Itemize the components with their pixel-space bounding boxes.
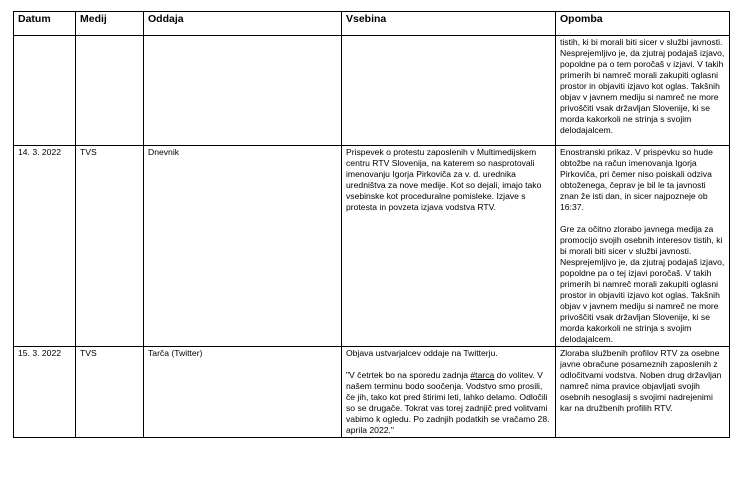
table-row: [14, 146, 730, 347]
cell-date: [14, 36, 76, 146]
header-date: Datum: [14, 12, 76, 36]
cell-note: [556, 146, 730, 347]
cell-date: 14. 3. 2022: [14, 146, 76, 347]
cell-content: [342, 36, 556, 146]
cell-content: [342, 347, 556, 438]
cell-show: Dnevnik: [144, 146, 342, 347]
cell-medium: [76, 36, 144, 146]
header-note: Opomba: [556, 12, 730, 36]
cell-medium: TVS: [76, 347, 144, 438]
content-quote-end: do volitev. V našem terminu bodo soočenja. Vodstvo smo prosili, če jih, tako kot pred štirimi leti, lahko delamo. Odločili so se drugače. Tokrat vas torej zadnjič pred volitvami vabimo k ogledu. Po zadnjih podatkih se vračamo 28. aprila 2022.": [346, 370, 550, 435]
header-medium: Medij: [76, 12, 144, 36]
note-text: tistih, ki bi morali biti sicer v službi javnosti. Nesprejemljivo je, da zjutraj podajaš izjavo, popoldne pa o tem poročaš v izjavi. V takih primerih bi namreč morali zakupiti oglasni prostor in objaviti izjavo kot oglas. Takšnih objav v javnem mediju si namreč ne more privoščiti vsak državljan Slovenije, ki se morda kakorkoli ne strinja s svojim delodajalcem.: [560, 37, 727, 135]
header-show: Oddaja: [144, 12, 342, 36]
header-row: [14, 12, 730, 36]
report-table: [13, 11, 730, 438]
cell-content: [342, 146, 556, 347]
hashtag-link[interactable]: #tarca: [470, 370, 495, 380]
header-content: Vsebina: [342, 12, 556, 36]
note-text: Enostranski prikaz. V prispevku so hude obtožbe na račun imenovanja Igorja Pirkoviča, pri čemer niso poiskali odziva obtoženega, čeprav je bil le ta javnosti znan že isti dan, in sicer najpozneje ob 16:37. Gre za očitno zlorabo javnega medija za promocijo svojih osebnih interesov tistih, ki bi morali biti sicer v službi javnosti. Nesprejemljivo je, da zjutraj podajaš izjavo, popoldne pa o tej izjavi poročaš. V takih primerih bi namreč morali zakupiti oglasni prostor in objaviti izjavo kot oglas. Takšnih objav v javnem mediju si namreč ne more privoščiti vsak državljan Slovenije, ki se morda kakorkoli ne strinja s svojim delodajalcem.: [560, 147, 725, 344]
table-row: [14, 36, 730, 146]
note-text: Zloraba službenih profilov RTV za osebne javne obračune posameznih zaposlenih z odločitvami vodstva. Noben drug državljan namreč nima pravice objavljati svojih osebnih nesoglasij s svojimi nadrejenimi kar na družbenih profilih RTV.: [560, 348, 724, 413]
cell-medium: TVS: [76, 146, 144, 347]
cell-show: Tarča (Twitter): [144, 347, 342, 438]
content-text: Prispevek o protestu zaposlenih v Multimedijskem centru RTV Slovenija, na katerem so nasprotovali imenovanju Igorja Pirkoviča za v. d. urednika uredništva za nove medije. Kot so dejali, imajo tako vsebinske kot proceduralne pomisleke. Izjave s protesta in povzeta izjava vodstva RTV.: [346, 147, 544, 212]
table-row: [14, 347, 730, 438]
content-quote-start: "V četrtek bo na sporedu zadnja: [346, 370, 471, 380]
content-intro: Objava ustvarjalcev oddaje na Twitterju.: [346, 348, 498, 358]
cell-note: [556, 36, 730, 146]
cell-show: [144, 36, 342, 146]
cell-date: 15. 3. 2022: [14, 347, 76, 438]
cell-note: [556, 347, 730, 438]
